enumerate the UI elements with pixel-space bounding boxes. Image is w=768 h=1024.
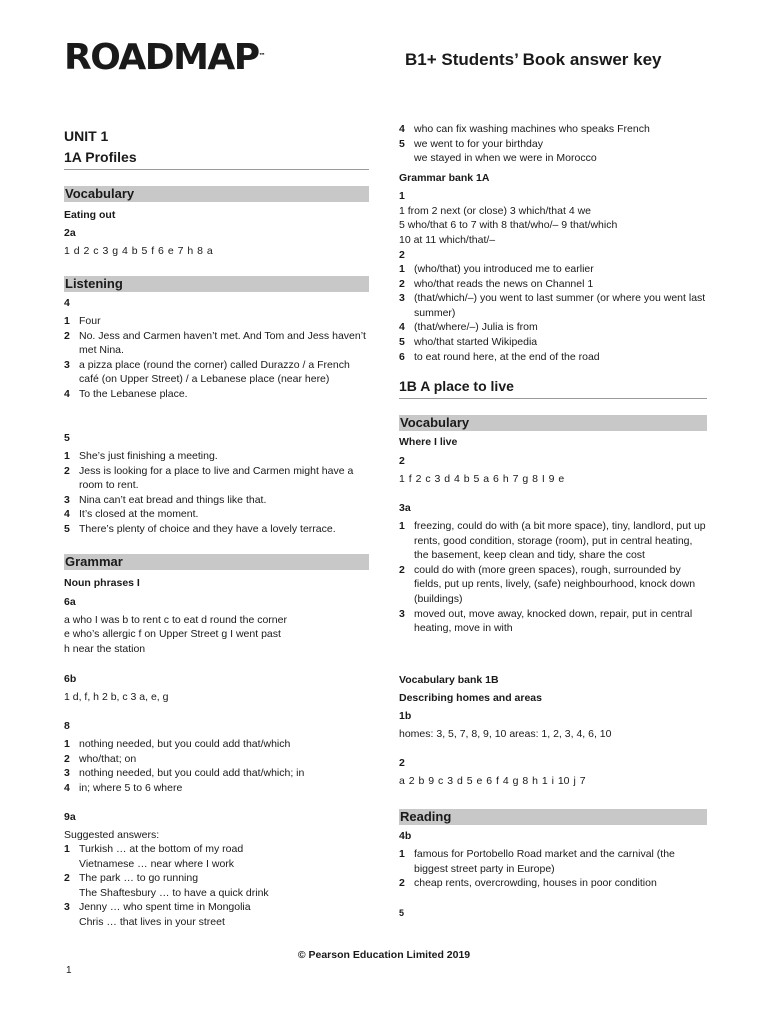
answer-line: e who’s allergic f on Upper Street g I went past xyxy=(64,628,281,640)
list-item: 1 Turkish … at the bottom of my road xyxy=(64,843,244,855)
list-item: The Shaftesbury … to have a quick drink xyxy=(79,886,269,899)
answer-list-listening-5 xyxy=(64,449,369,537)
answer-line: 1 d, f, h 2 b, c 3 a, e, g xyxy=(64,691,169,703)
list-item: 3 Nina can’t eat bread and things like that. xyxy=(64,493,267,506)
exercise-label: 5 xyxy=(64,432,70,444)
vocab-subheading: Where I live xyxy=(399,436,458,448)
vocab-subheading: Eating out xyxy=(64,209,116,221)
list-item: 2 who/that reads the news on Channel 1 xyxy=(399,277,594,290)
vocab-bank-subheading: Describing homes and areas xyxy=(399,692,542,704)
exercise-label: 8 xyxy=(64,720,70,732)
answer-list-vocab-3a xyxy=(399,519,707,636)
list-item: 1 (who/that) you introduced me to earlier xyxy=(399,263,594,275)
page-number: 1 xyxy=(66,965,72,976)
answer-list-grammar-bank-2 xyxy=(399,262,707,364)
list-item: 1 famous for Portobello Road market and the carnival (the biggest street party in Europe) xyxy=(399,848,675,875)
list-item: 3 a pizza place (round the corner) called Durazzo / a French café (on Upper Street) / a Lebanese place (near here) xyxy=(64,358,350,386)
list-item: we stayed in when we were in Morocco xyxy=(414,152,597,165)
exercise-label: 2a xyxy=(64,227,76,239)
exercise-label: 2 xyxy=(399,455,405,467)
list-item: 3 nothing needed, but you could add that/which; in xyxy=(64,767,305,780)
list-item: 2 The park … to go running xyxy=(64,872,199,885)
suggested-answers-label: Suggested answers: xyxy=(64,829,160,841)
list-item: 3 Jenny … who spent time in Mongolia xyxy=(64,901,251,914)
answer-list-grammar-9a xyxy=(64,842,369,930)
section-vocabulary-1b: Vocabulary xyxy=(399,415,707,431)
list-item: 2 cheap rents, overcrowding, houses in poor condition xyxy=(399,877,657,890)
unit-heading: UNIT 1 xyxy=(64,128,109,144)
list-item: 1 nothing needed, but you could add that/which xyxy=(64,738,291,750)
list-item: 3 (that/which/–) you went to last summer (or where you went last summer) xyxy=(399,292,706,319)
list-item: 5 who/that started Wikipedia xyxy=(399,335,538,348)
answer-list-reading-4b xyxy=(399,847,707,891)
lesson-heading-1b: 1B A place to live xyxy=(399,377,707,399)
list-item: 2 could do with (more green spaces), rough, surrounded by fields, put up rents, lively, (safe) neighbourhood, knock down (buildings) xyxy=(399,563,696,605)
exercise-label: 6a xyxy=(64,596,76,608)
exercise-label: 3a xyxy=(399,502,411,514)
list-item: 5 There’s plenty of choice and they have a lovely terrace. xyxy=(64,522,336,535)
list-item: 6 to eat round here, at the end of the road xyxy=(399,350,600,363)
answer-line: 1 from 2 next (or close) 3 which/that 4 we xyxy=(399,205,591,217)
answer-line: h near the station xyxy=(64,643,146,655)
answer-line: a who I was b to rent c to eat d round the corner xyxy=(64,614,287,626)
exercise-label: 5 xyxy=(399,908,405,918)
list-item: 1 She’s just finishing a meeting. xyxy=(64,450,218,462)
section-grammar: Grammar xyxy=(64,554,369,570)
answer-list-listening-4 xyxy=(64,314,369,402)
lesson-heading-1a: 1A Profiles xyxy=(64,148,369,170)
roadmap-logo: ROADMAP™ xyxy=(64,37,266,78)
exercise-label: 1 xyxy=(399,190,405,202)
exercise-label: 4 xyxy=(64,297,70,309)
list-item: 2 who/that; on xyxy=(64,752,137,765)
list-item: 1 freezing, could do with (a bit more space), tiny, landlord, put up rents, good condition, storage (room), put in central heating, the basement, keep clean and tidy, share the cost xyxy=(399,520,706,562)
list-item: Chris … that lives in your street xyxy=(79,915,225,928)
section-listening: Listening xyxy=(64,276,369,292)
list-item: 3 moved out, move away, knocked down, repair, put in central heating, move in with xyxy=(399,607,693,635)
exercise-label: 9a xyxy=(64,811,76,823)
list-item: 2 No. Jess and Carmen haven’t met. And Tom and Jess haven’t met Nina. xyxy=(64,329,366,357)
list-item: Vietnamese … near where I work xyxy=(79,857,235,870)
list-item: 4 To the Lebanese place. xyxy=(64,387,188,400)
list-item: 4 (that/where/–) Julia is from xyxy=(399,321,538,334)
exercise-label: 6b xyxy=(64,673,77,685)
answer-line: 1 f 2 c 3 d 4 b 5 a 6 h 7 g 8 I 9 e xyxy=(399,473,565,485)
section-vocabulary-1a: Vocabulary xyxy=(64,186,369,202)
list-item: 4 It’s closed at the moment. xyxy=(64,508,199,521)
exercise-label: 2 xyxy=(399,757,405,769)
exercise-label: 2 xyxy=(399,249,405,261)
grammar-bank-heading: Grammar bank 1A xyxy=(399,172,490,184)
copyright-footer: © Pearson Education Limited 2019 xyxy=(297,949,471,961)
answer-line: 1 d 2 c 3 g 4 b 5 f 6 e 7 h 8 a xyxy=(64,245,213,257)
answer-line: 5 who/that 6 to 7 with 8 that/who/– 9 that/which xyxy=(399,219,618,231)
document-title: B1+ Students’ Book answer key xyxy=(405,50,662,69)
answer-line: a 2 b 9 c 3 d 5 e 6 f 4 g 8 h 1 i 10 j 7 xyxy=(399,775,586,787)
answer-list-continued xyxy=(399,122,707,166)
list-item: 4 who can fix washing machines who speaks French xyxy=(399,123,650,135)
grammar-subheading: Noun phrases I xyxy=(64,577,140,589)
section-reading: Reading xyxy=(399,809,707,825)
answer-line: homes: 3, 5, 7, 8, 9, 10 areas: 1, 2, 3, 4, 6, 10 xyxy=(399,728,612,740)
answer-line: 10 at 11 which/that/– xyxy=(399,234,496,246)
list-item: 2 Jess is looking for a place to live and Carmen might have a room to rent. xyxy=(64,464,354,492)
list-item: 1 Four xyxy=(64,315,101,327)
exercise-label: 4b xyxy=(399,830,412,842)
list-item: 5 we went to for your birthday xyxy=(399,137,543,150)
vocab-bank-heading: Vocabulary bank 1B xyxy=(399,674,499,686)
exercise-label: 1b xyxy=(399,710,412,722)
list-item: 4 in; where 5 to 6 where xyxy=(64,781,183,794)
answer-list-grammar-8 xyxy=(64,737,369,795)
